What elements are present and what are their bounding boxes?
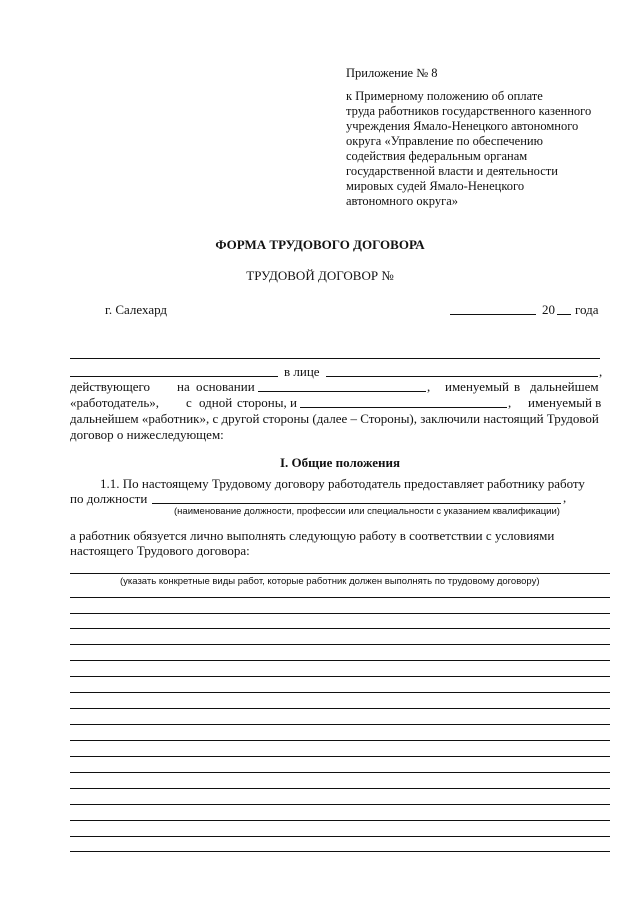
ruled-line[interactable] xyxy=(70,724,610,725)
employer-name-blank[interactable] xyxy=(70,358,600,359)
appendix-line-1: к Примерному положению об оплате xyxy=(346,89,543,103)
ruled-line[interactable] xyxy=(70,804,610,805)
in-person-label: в лице xyxy=(284,364,320,379)
ruled-line[interactable] xyxy=(70,820,610,821)
ruled-line[interactable] xyxy=(70,772,610,773)
ruled-line[interactable] xyxy=(70,851,610,852)
on-word: на xyxy=(177,379,190,394)
one-word: одной xyxy=(199,395,233,410)
named-in-words: именуемый в xyxy=(528,395,602,410)
appendix-line-5: содействия федеральным органам xyxy=(346,149,528,163)
city: г. Салехард xyxy=(105,302,168,317)
appendix-title: Приложение № 8 xyxy=(346,66,438,80)
comma: , xyxy=(563,490,567,505)
ruled-line[interactable] xyxy=(70,740,610,741)
appendix-line-7: мировых судей Ямало-Ненецкого xyxy=(346,179,525,193)
work-types-hint: (указать конкретные виды работ, которые работник должен выполнять по трудовому договору) xyxy=(120,576,540,587)
section-1-p1-line1: 1.1. По настоящему Трудовому договору работодатель предоставляет работнику работу xyxy=(100,476,585,491)
employee-name-blank[interactable] xyxy=(300,407,507,408)
ruled-line[interactable] xyxy=(70,597,610,598)
work-types-blank[interactable] xyxy=(70,573,610,574)
preamble-line-4: договор о нижеследующем: xyxy=(70,427,224,442)
section-1-p1-line2: по должности xyxy=(70,491,148,506)
employer-word: «работодатель», xyxy=(70,395,160,410)
appendix-line-3: учреждения Ямало-Ненецкого автономного xyxy=(346,119,579,133)
acting-word: действующего xyxy=(70,379,150,394)
comma: , xyxy=(508,395,512,410)
employer-name-continued-blank[interactable] xyxy=(70,376,278,377)
form-title: ФОРМА ТРУДОВОГО ДОГОВОРА xyxy=(215,237,425,252)
position-blank[interactable] xyxy=(152,503,561,504)
representative-blank[interactable] xyxy=(326,376,598,377)
named-word: именуемый xyxy=(445,379,509,394)
ruled-line[interactable] xyxy=(70,756,610,757)
basis-blank[interactable] xyxy=(258,391,426,392)
further-word: дальнейшем xyxy=(530,379,599,394)
ruled-line[interactable] xyxy=(70,692,610,693)
ruled-line[interactable] xyxy=(70,708,610,709)
preamble-line-3: дальнейшем «работник», с другой стороны (далее – Стороны), заключили настоящий Трудовой xyxy=(70,411,599,426)
section-1-heading: I. Общие положения xyxy=(280,455,400,470)
position-hint: (наименование должности, профессии или специальности с указанием квалификации) xyxy=(174,506,560,517)
ruled-line[interactable] xyxy=(70,628,610,629)
appendix-line-8: автономного округа» xyxy=(346,194,459,208)
ruled-line[interactable] xyxy=(70,613,610,614)
basis-word: основании xyxy=(196,379,255,394)
section-1-p2-line2: настоящего Трудового договора: xyxy=(70,543,250,558)
comma: , xyxy=(427,379,431,394)
appendix-line-2: труда работников государственного казенного xyxy=(346,104,592,118)
ruled-line[interactable] xyxy=(70,660,610,661)
section-1-p2-line1: а работник обязуется лично выполнять следующую работу в соответствии с условиями xyxy=(70,528,555,543)
date-year-blank[interactable] xyxy=(557,314,571,315)
date-year-prefix: 20 xyxy=(542,302,555,317)
appendix-line-6: государственной власти и деятельности xyxy=(346,164,558,178)
comma: , xyxy=(599,364,603,379)
in-word: в xyxy=(514,379,521,394)
date-year-suffix: года xyxy=(575,302,599,317)
ruled-line[interactable] xyxy=(70,676,610,677)
contract-title: ТРУДОВОЙ ДОГОВОР № xyxy=(246,268,394,283)
ruled-line[interactable] xyxy=(70,836,610,837)
date-day-month-blank[interactable] xyxy=(450,314,536,315)
side-and-words: стороны, и xyxy=(237,395,297,410)
ruled-line[interactable] xyxy=(70,644,610,645)
ruled-line[interactable] xyxy=(70,788,610,789)
with-word: с xyxy=(186,395,192,410)
appendix-line-4: округа «Управление по обеспечению xyxy=(346,134,543,148)
